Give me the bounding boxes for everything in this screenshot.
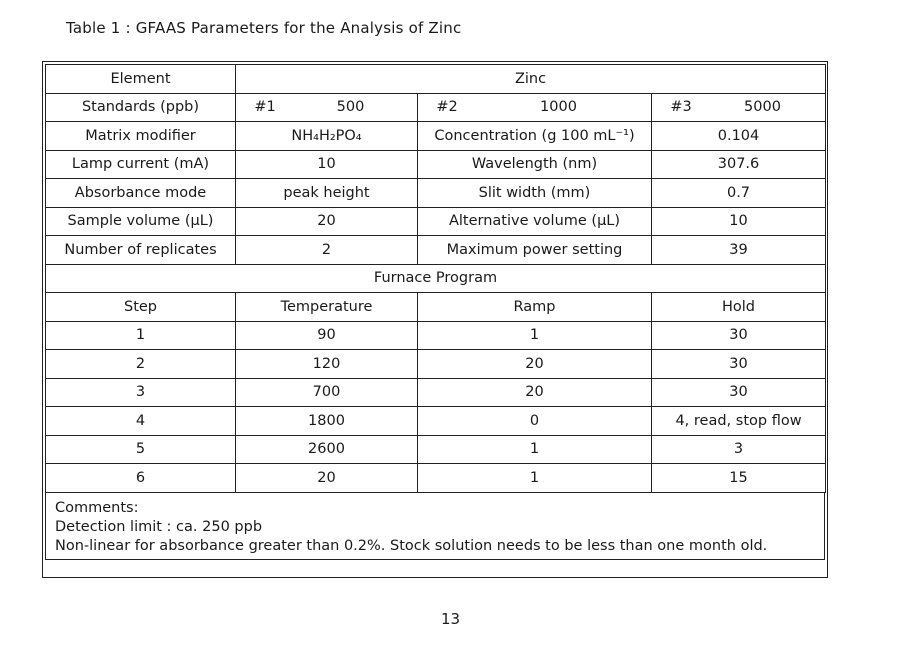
- temperature-cell: 20: [236, 464, 418, 493]
- standard-tag: #2: [436, 99, 458, 116]
- table-row: [46, 150, 826, 179]
- table-row: [46, 179, 826, 208]
- temperature-cell: 1800: [236, 407, 418, 436]
- temperature-cell: 700: [236, 378, 418, 407]
- param-label: Wavelength (nm): [418, 150, 652, 179]
- page-number: 13: [440, 610, 461, 628]
- table-row: [46, 321, 826, 350]
- hold-cell: 30: [652, 321, 826, 350]
- param-value: peak height: [236, 179, 418, 208]
- column-header: Ramp: [418, 293, 652, 322]
- param-value: 307.6: [652, 150, 826, 179]
- table-row: [46, 93, 826, 122]
- standard-value: 500: [336, 99, 365, 116]
- parameters-table-frame: [42, 61, 828, 578]
- standard-2: [418, 93, 652, 122]
- param-label: Slit width (mm): [418, 179, 652, 208]
- temperature-cell: 90: [236, 321, 418, 350]
- step-cell: 2: [46, 350, 236, 379]
- param-value: 39: [652, 236, 826, 265]
- param-value: NH₄H₂PO₄: [236, 122, 418, 151]
- hold-cell: 4, read, stop flow: [652, 407, 826, 436]
- table-row: [46, 378, 826, 407]
- standard-value: 1000: [540, 99, 577, 116]
- standard-1: [236, 93, 418, 122]
- ramp-cell: 1: [418, 464, 652, 493]
- element-value: Zinc: [236, 65, 826, 94]
- column-header: Hold: [652, 293, 826, 322]
- furnace-program-title: Furnace Program: [46, 264, 826, 293]
- ramp-cell: 20: [418, 378, 652, 407]
- comment-line: Detection limit : ca. 250 ppb: [55, 518, 263, 535]
- param-label: Absorbance mode: [46, 179, 236, 208]
- standard-3: [652, 93, 826, 122]
- param-value: 20: [236, 207, 418, 236]
- ramp-cell: 1: [418, 321, 652, 350]
- table-row: [46, 264, 826, 293]
- param-label: Lamp current (mA): [46, 150, 236, 179]
- param-value: 10: [236, 150, 418, 179]
- step-cell: 1: [46, 321, 236, 350]
- param-value: 0.104: [652, 122, 826, 151]
- param-label: Sample volume (μL): [46, 207, 236, 236]
- table-row: [46, 236, 826, 265]
- standard-tag: #3: [670, 99, 692, 116]
- furnace-header-row: [46, 293, 826, 322]
- table-caption: Table 1 : GFAAS Parameters for the Analysis of Zinc: [66, 19, 462, 37]
- param-value: 0.7: [652, 179, 826, 208]
- element-label: Element: [46, 65, 236, 94]
- param-label: Alternative volume (μL): [418, 207, 652, 236]
- standards-label: Standards (ppb): [46, 93, 236, 122]
- table-row: [46, 407, 826, 436]
- step-cell: 6: [46, 464, 236, 493]
- comments-heading: Comments:: [55, 499, 139, 516]
- ramp-cell: 0: [418, 407, 652, 436]
- column-header: Temperature: [236, 293, 418, 322]
- standard-value: 5000: [744, 99, 781, 116]
- param-label: Matrix modifier: [46, 122, 236, 151]
- comments-box: [45, 493, 825, 560]
- ramp-cell: 1: [418, 435, 652, 464]
- table-row: [46, 65, 826, 94]
- param-value: 2: [236, 236, 418, 265]
- hold-cell: 30: [652, 378, 826, 407]
- table-row: [46, 435, 826, 464]
- table-row: [46, 207, 826, 236]
- param-value: 10: [652, 207, 826, 236]
- column-header: Step: [46, 293, 236, 322]
- step-cell: 5: [46, 435, 236, 464]
- temperature-cell: 120: [236, 350, 418, 379]
- step-cell: 3: [46, 378, 236, 407]
- param-label: Concentration (g 100 mL⁻¹): [418, 122, 652, 151]
- param-label: Number of replicates: [46, 236, 236, 265]
- comment-line: Non-linear for absorbance greater than 0.2%. Stock solution needs to be less than one month old.: [55, 537, 768, 554]
- table-row: [46, 122, 826, 151]
- param-label: Maximum power setting: [418, 236, 652, 265]
- hold-cell: 3: [652, 435, 826, 464]
- hold-cell: 30: [652, 350, 826, 379]
- table-row: [46, 464, 826, 493]
- standard-tag: #1: [254, 99, 276, 116]
- parameters-table: [45, 64, 826, 493]
- table-row: [46, 350, 826, 379]
- temperature-cell: 2600: [236, 435, 418, 464]
- ramp-cell: 20: [418, 350, 652, 379]
- hold-cell: 15: [652, 464, 826, 493]
- step-cell: 4: [46, 407, 236, 436]
